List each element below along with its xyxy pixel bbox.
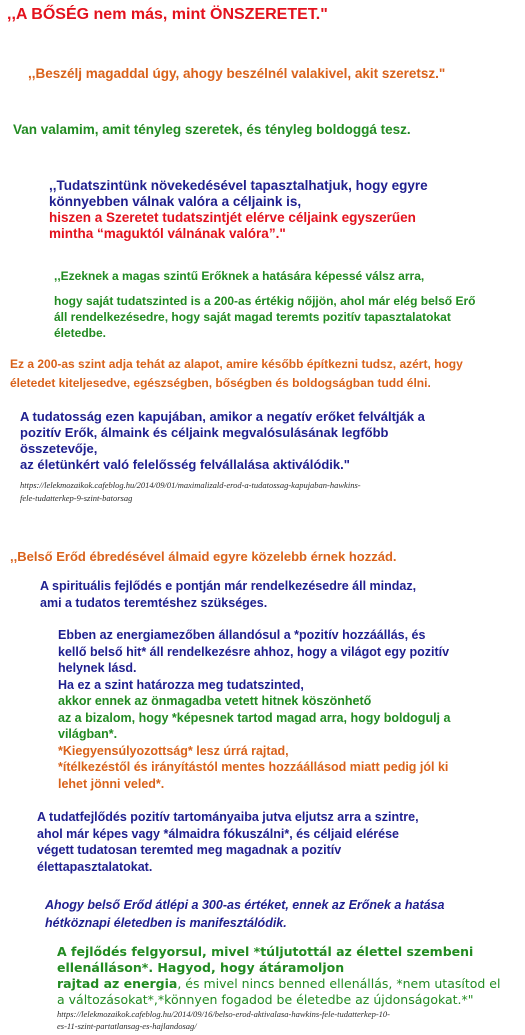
p2-line-1: hogy saját tudatszinted is a 200-as értékig nőjjön, ahol már elég belső Erő [54,294,476,308]
p6-orange-line-3: lehet jönni veled*. [58,776,165,791]
p6-orange-line-1: *Kiegyensúlyozottság* lesz úrrá rajtad, [58,743,289,758]
p1-line-1: ,,Tudatszintünk növekedésével tapasztalhatjuk, hogy egyre [49,178,428,193]
p9-line-1: A fejlődés felgyorsul, mivel *túljutottál az élettel szembeni [57,944,474,959]
p6-orange-line-2: *ítélkezéstől és irányítástól mentes hozzáállásod miatt pedig jól ki [58,760,449,774]
paragraph-acceleration [57,944,500,1008]
p1-line-3: hiszen a Szeretet tudatszintjét elérve céljaink egyszerűen [49,210,416,225]
p4-line-2: pozitív Erők, álmaink és céljaink megvalósulásának legfőbb [20,425,389,440]
p9-line-4: a változásokat*,*könnyen fogadod be életedbe az újdonságokat.*" [57,992,474,1007]
p9-line-3 [57,976,500,992]
p6-navy-line-1: Ebben az energiamezőben állandósul a *pozitív hozzáállás, és [58,628,426,642]
p7-line-2: ahol már képes vagy *álmaidra fókuszálni*, és céljaid elérése [37,826,399,841]
p6-navy-line-4: Ha ez a szint határozza meg tudatszinted, [58,677,304,692]
p8-line-2: hétköznapi életedben is manifesztálódik. [45,916,287,930]
p6-navy-line-3: helynek lásd. [58,661,137,675]
p7-line-1: A tudatfejlődés pozitív tartományaiba jutva eljutsz arra a szintre, [37,810,419,824]
paragraph-positive-ranges [37,809,419,875]
p3-line-1: Ez a 200-as szint adja tehát az alapot, amire később építkezni tudsz, azért, hogy [10,357,463,371]
paragraph-level-300 [45,896,444,932]
paragraph-spiritual-development [40,578,416,612]
paragraph-energy-field [58,627,450,792]
p4-line-1: A tudatosság ezen kapujában, amikor a negatív erőket felváltják a [20,409,425,424]
source-link-2-line-2: es-11-szint-partatlansag-es-hajlandosag/ [57,1021,197,1031]
p8-line-1: Ahogy belső Erőd átlépi a 300-as értéket, ennek az Erőnek a hatása [45,898,445,912]
p5-line-2: ami a tudatos teremtéshez szükséges. [40,596,268,610]
p6-navy-line-2: kellő belső hit* áll rendelkezésre ahhoz, hogy a világot egy pozitív [58,644,450,659]
p2-line-2: áll rendelkezésedre, hogy saját magad teremts pozitív tapasztalatokat [54,310,451,324]
p7-line-3: végett tudatosan teremted meg magadnak a pozitív [37,843,342,857]
p1-line-2: könnyebben válnak valóra a céljaink is, [49,194,302,209]
source-link-1[interactable] [20,479,361,505]
page-title: ,,A BŐSÉG nem más, mint ÖNSZERETET." [7,6,328,23]
p2-first-line: ,,Ezeknek a magas szintű Erőknek a hatására képessé válsz arra, [54,269,425,283]
paragraph-high-forces-cont [54,293,475,341]
p4-line-4: az életünkért való felelősség felvállalása aktiválódik." [20,457,350,472]
p1-line-4: mintha “maguktól válnának valóra”." [49,226,286,241]
p9-line-3-rest: , és mivel nincs benned ellenállás, *nem utasítod el [177,976,501,991]
p6-green-line-2: az a bizalom, hogy *képesnek tartod magad arra, hogy boldogulj a [58,710,451,725]
source-link-1-line-1: https://lelekmozaikok.cafeblog.hu/2014/09/01/maximalizald-erod-a-tudatossag-kapujaban-hawkins- [20,480,361,490]
source-link-2[interactable] [57,1008,390,1032]
p3-line-2: életedet kiteljesedve, egészségben, bőségben és boldogságban tudd élni. [10,376,431,390]
p9-line-3-bold: rajtad az energia [57,976,178,991]
p6-green-line-3: világban*. [58,727,118,741]
p6-green-line-1: akkor ennek az önmagadba vetett hitnek köszönhető [58,694,372,708]
source-link-1-line-2: fele-tudatterkep-9-szint-batorsag [20,493,133,503]
p7-line-4: élettapasztalatokat. [37,859,153,874]
paragraph-high-forces [54,269,424,283]
p9-line-2: ellenálláson*. Hagyod, hogy átáramoljon [57,960,345,975]
quote-self-talk: ,,Beszélj magaddal úgy, ahogy beszélnél valakivel, akit szeretsz." [28,66,446,81]
paragraph-consciousness-growth [49,178,428,242]
p5-line-1: A spirituális fejlődés e pontján már rendelkezésedre áll mindaz, [40,579,417,593]
paragraph-gateway [20,409,425,473]
source-link-2-line-1: https://lelekmozaikok.cafeblog.hu/2014/09/16/belso-erod-aktivalasa-hawkins-fele-tudatterkep-10- [57,1009,390,1019]
paragraph-level-200 [10,355,463,393]
statement-love: Van valamim, amit tényleg szeretek, és tényleg boldoggá tesz. [13,122,411,137]
p2-line-3: életedbe. [54,326,107,340]
p4-line-3: összetevője, [20,441,98,456]
heading-inner-strength: ,,Belső Erőd ébredésével álmaid egyre közelebb érnek hozzád. [10,549,397,564]
